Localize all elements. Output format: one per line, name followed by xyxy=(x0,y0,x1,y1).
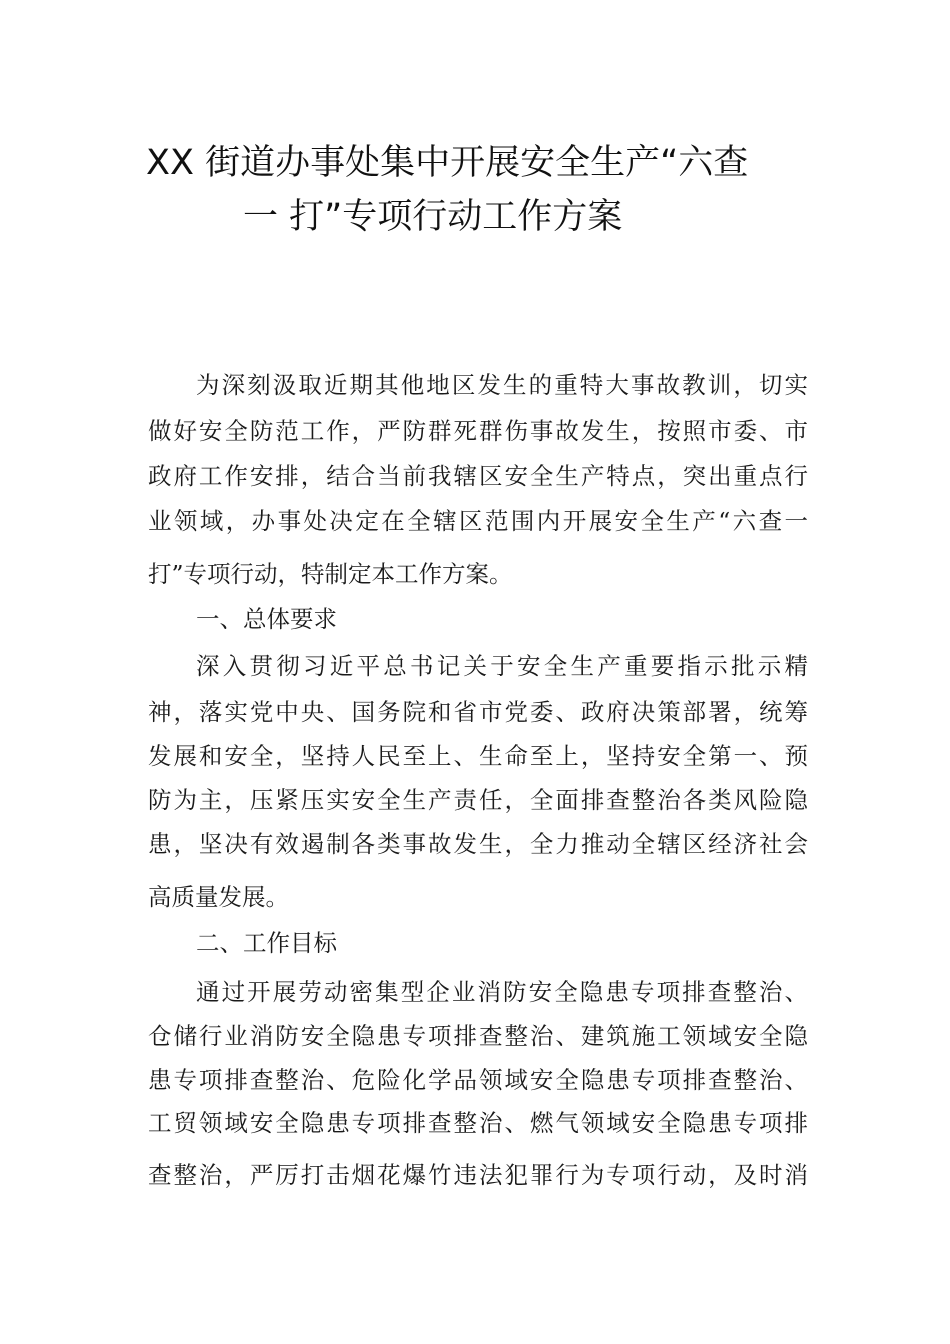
paragraph-2-line-3: 发展和安全，坚持人民至上、生命至上，坚持安全第一、预 xyxy=(148,742,808,770)
paragraph-2-line-2: 神，落实党中央、国务院和省市党委、政府决策部署，统筹 xyxy=(148,698,808,726)
paragraph-3-line-1: 通过开展劳动密集型企业消防安全隐患专项排查整治、 xyxy=(196,978,808,1006)
paragraph-1-line-1: 为深刻汲取近期其他地区发生的重特大事故教训，切实 xyxy=(196,371,808,399)
paragraph-3-line-3: 患专项排查整治、危险化学品领域安全隐患专项排查整治、 xyxy=(148,1066,808,1094)
paragraph-2-line-1: 深入贯彻习近平总书记关于安全生产重要指示批示精 xyxy=(196,652,808,680)
paragraph-1-line-3: 政府工作安排，结合当前我辖区安全生产特点，突出重点行 xyxy=(148,462,808,490)
document-title-line-1: XX 街道办事处集中开展安全生产“六查 xyxy=(146,143,749,183)
paragraph-3-line-2: 仓储行业消防安全隐患专项排查整治、建筑施工领域安全隐 xyxy=(148,1022,808,1050)
paragraph-3-line-4: 工贸领域安全隐患专项排查整治、燃气领域安全隐患专项排 xyxy=(148,1109,808,1137)
paragraph-1-line-4: 业领域，办事处决定在全辖区范围内开展安全生产“六查一 xyxy=(148,507,808,535)
paragraph-2-line-5: 患，坚决有效遏制各类事故发生，全力推动全辖区经济社会 xyxy=(148,830,808,858)
paragraph-2-line-6: 高质量发展。 xyxy=(148,883,289,911)
paragraph-1-line-5: 打”专项行动，特制定本工作方案。 xyxy=(148,560,513,588)
paragraph-3-line-5: 查整治，严厉打击烟花爆竹违法犯罪行为专项行动，及时消 xyxy=(148,1161,808,1189)
document-title-line-2: 一 打”专项行动工作方案 xyxy=(243,197,623,237)
paragraph-2-line-4: 防为主，压紧压实安全生产责任，全面排查整治各类风险隐 xyxy=(148,786,808,814)
paragraph-1-line-2: 做好安全防范工作，严防群死群伤事故发生，按照市委、市 xyxy=(148,417,808,445)
section-heading-2: 二、工作目标 xyxy=(196,929,337,957)
section-heading-1: 一、总体要求 xyxy=(196,605,337,633)
